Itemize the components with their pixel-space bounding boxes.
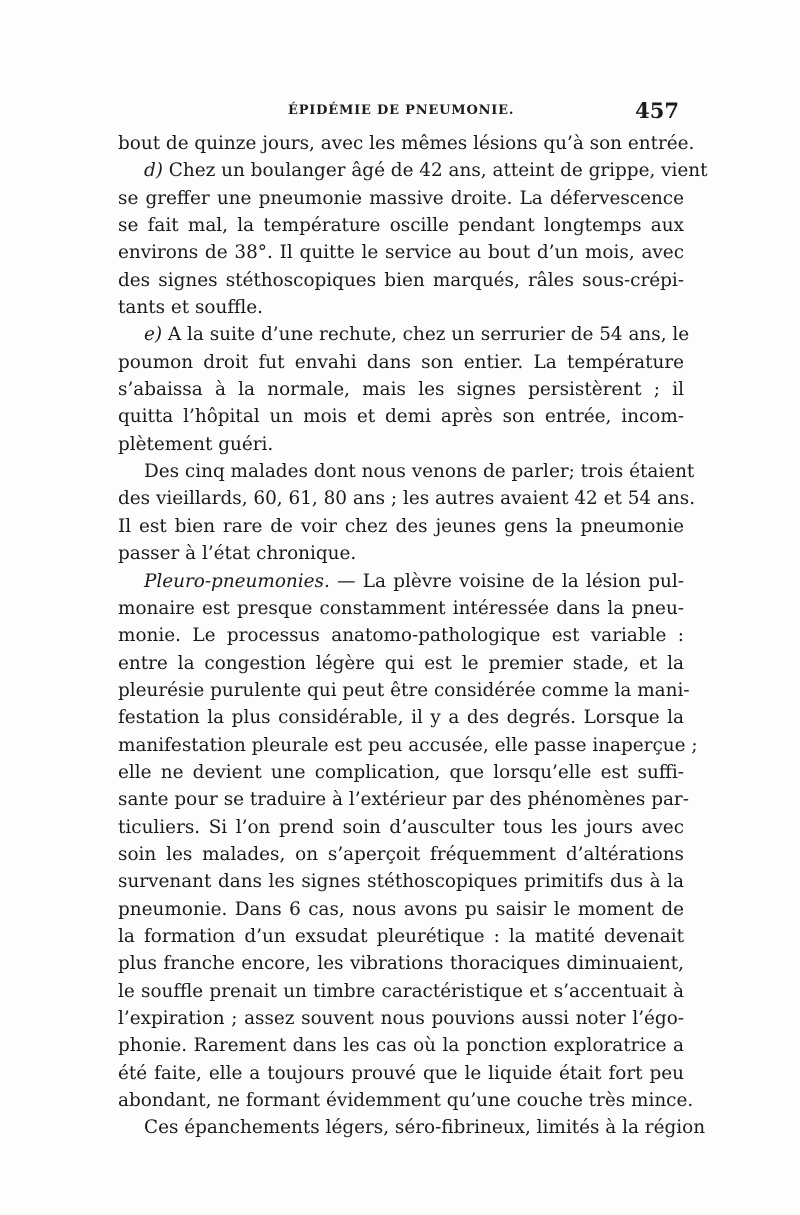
text-line: Il est bien rare de voir chez des jeunes gens la pneumonie xyxy=(118,515,684,537)
text-line: ticuliers. Si l’on prend soin d’ausculter tous les jours avec xyxy=(118,816,684,838)
item-marker-d: d) xyxy=(144,160,163,182)
text-line: des vieillards, 60, 61, 80 ans ; les autres avaient 42 et 54 ans. xyxy=(118,488,696,510)
text-line: manifestation pleurale est peu accusée, elle passe inaperçue ; xyxy=(118,734,698,756)
text-line: pneumonie. Dans 6 cas, nous avons pu saisir le moment de xyxy=(118,898,684,920)
item-marker-e: e) xyxy=(144,324,163,346)
text-line: bout de quinze jours, avec les mêmes lésions qu’à son entrée. xyxy=(118,133,695,154)
text-line: se fait mal, la température oscille pendant longtemps aux xyxy=(118,215,684,237)
text-line: tants et souffle. xyxy=(118,297,264,319)
text-line: entre la congestion légère qui est le premier stade, et la xyxy=(118,652,684,674)
page-header xyxy=(118,100,681,124)
text-line xyxy=(118,321,690,348)
text-line: monaire est presque constamment intéressée dans la pneu- xyxy=(118,597,684,619)
text-line: phonie. Rarement dans les cas où la ponction exploratrice a xyxy=(118,1035,684,1057)
running-title: ÉPIDÉMIE DE PNEUMONIE. xyxy=(288,103,515,118)
text-line: passer à l’état chronique. xyxy=(118,543,357,565)
text-line: elle ne devient une complication, que lorsqu’elle est suffi- xyxy=(118,761,684,783)
text-line: monie. Le processus anatomo-pathologique est variable : xyxy=(118,625,684,647)
text-line: quitta l’hôpital un mois et demi après son entrée, incom- xyxy=(118,406,684,428)
text-line: environs de 38°. Il quitte le service au bout d’un mois, avec xyxy=(118,242,684,264)
text-line: soin les malades, on s’aperçoit fréquemment d’altérations xyxy=(118,843,684,865)
text-line xyxy=(118,157,708,184)
text-line: se greffer une pneumonie massive droite. La défervescence xyxy=(118,187,684,209)
text-line-rest: Chez un boulanger âgé de 42 ans, atteint de grippe, vient xyxy=(162,160,708,182)
text-line: festation la plus considérable, il y a des degrés. Lorsque la xyxy=(118,707,684,729)
text-line: l’expiration ; assez souvent nous pouvions aussi noter l’égo- xyxy=(118,1008,684,1029)
body-text xyxy=(118,130,708,1142)
text-line: Ces épanchements légers, séro-fibrineux, limités à la région xyxy=(144,1117,706,1139)
text-line xyxy=(118,568,684,595)
text-line: le souffle prenait un timbre caractéristique et s’accentuait à xyxy=(118,980,684,1002)
text-line: plètement guéri. xyxy=(118,433,274,455)
text-line: des signes stéthoscopiques bien marqués, râles sous-crépi- xyxy=(118,269,684,291)
text-line: poumon droit fut envahi dans son entier. La température xyxy=(118,351,684,373)
text-line: pleurésie purulente qui peut être considérée comme la mani- xyxy=(118,679,690,701)
section-heading: Pleuro-pneumonies. xyxy=(144,570,330,592)
text-line: la formation d’un exsudat pleurétique : la matité devenait xyxy=(118,925,684,947)
text-line: s’abaissa à la normale, mais les signes persistèrent ; il xyxy=(118,379,684,401)
text-line-rest: A la suite d’une rechute, chez un serrurier de 54 ans, le xyxy=(162,324,690,346)
text-line: survenant dans les signes stéthoscopiques primitifs dus à la xyxy=(118,871,684,893)
page-number: 457 xyxy=(635,98,679,123)
text-line: sante pour se traduire à l’extérieur par des phénomènes par- xyxy=(118,789,689,811)
text-line: plus franche encore, les vibrations thoraciques diminuaient, xyxy=(118,953,684,975)
text-line: abondant, ne formant évidemment qu’une couche très mince. xyxy=(118,1090,694,1112)
text-line: Des cinq malades dont nous venons de parler; trois étaient xyxy=(144,461,695,483)
text-line: été faite, elle a toujours prouvé que le liquide était fort peu xyxy=(118,1062,684,1084)
text-line-rest: — La plèvre voisine de la lésion pul- xyxy=(329,570,684,592)
